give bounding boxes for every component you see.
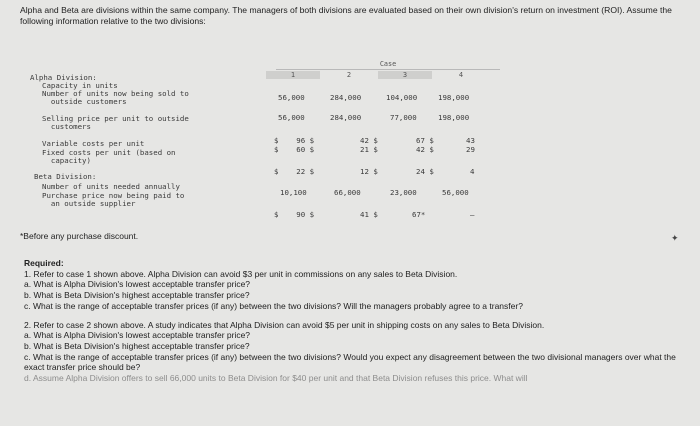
- cell-capacity-case-2: 284,000: [330, 93, 362, 102]
- cell-fixed-costs-case-4: 4: [470, 167, 475, 176]
- q2-part-c: c. What is the range of acceptable transfer prices (if any) between the two divisions? Would you expect any disagreement between the two divisional managers over what the exact transfer price should be?: [24, 351, 676, 373]
- star-icon: ✦: [671, 233, 679, 243]
- q1-part-c: c. What is the range of acceptable transfer prices (if any) between the two divisions? Will the managers probably agree to a transfer?: [24, 300, 523, 311]
- cell-selling-price-case-3: 67 $: [416, 136, 434, 145]
- cell-variable-costs-case-4: 29: [466, 145, 475, 154]
- q1-prompt: 1. Refer to case 1 shown above. Alpha Division can avoid $3 per unit in commissions on any sales to Beta Division.: [24, 268, 458, 279]
- divisions-data-table: [30, 58, 490, 218]
- label-units-sold-outside: Number of units now being sold to outside customers: [42, 89, 189, 106]
- q2-prompt: 2. Refer to case 2 shown above. A study indicates that Alpha Division can avoid $5 per unit in shipping costs on any sales to Beta Division.: [24, 319, 545, 330]
- cell-units-sold-case-3: 77,000: [390, 113, 417, 122]
- cell-units-sold-case-2: 284,000: [330, 113, 362, 122]
- label-variable-costs: Variable costs per unit: [42, 139, 145, 148]
- cell-purchase-price-case-3: 67*: [412, 210, 426, 219]
- label-capacity: Capacity in units: [42, 81, 118, 90]
- column-header-case-1: 1: [266, 71, 320, 79]
- required-heading: Required:: [24, 258, 64, 268]
- required-section: [24, 258, 690, 384]
- label-fixed-costs: Fixed costs per unit (based on capacity): [42, 148, 176, 165]
- case-header: Case: [276, 60, 500, 70]
- q2-part-a: a. What is Alpha Division's lowest acceptable transfer price?: [24, 330, 251, 341]
- column-header-case-3: 3: [378, 71, 432, 79]
- cell-fixed-costs-case-1: $ 22 $: [274, 167, 315, 176]
- cell-units-needed-case-3: 23,000: [390, 188, 417, 197]
- q1-part-a: a. What is Alpha Division's lowest acceptable transfer price?: [24, 279, 251, 290]
- q2-part-d: d. Assume Alpha Division offers to sell 66,000 units to Beta Division for $40 per unit and that Beta Division refuses this price. What will: [24, 373, 528, 384]
- cell-units-needed-case-1: 10,100: [280, 188, 307, 197]
- cell-variable-costs-case-1: $ 60 $: [274, 145, 315, 154]
- cell-capacity-case-3: 104,000: [386, 93, 418, 102]
- label-beta-division: Beta Division:: [34, 172, 97, 181]
- label-selling-price: Selling price per unit to outside customers: [42, 114, 189, 131]
- footnote: *Before any purchase discount.: [20, 231, 139, 241]
- cell-selling-price-case-2: 42 $: [360, 136, 378, 145]
- cell-units-sold-case-4: 198,000: [438, 113, 470, 122]
- cell-fixed-costs-case-3: 24 $: [416, 167, 434, 176]
- cell-variable-costs-case-2: 21 $: [360, 145, 378, 154]
- cell-capacity-case-4: 198,000: [438, 93, 470, 102]
- cell-units-needed-case-4: 56,000: [442, 188, 469, 197]
- cell-purchase-price-case-1: $ 90 $: [274, 210, 315, 219]
- q2-part-b: b. What is Beta Division's highest acceptable transfer price?: [24, 340, 250, 351]
- column-header-case-4: 4: [458, 71, 464, 79]
- q1-part-b: b. What is Beta Division's highest acceptable transfer price?: [24, 290, 250, 301]
- label-units-needed: Number of units needed annually: [42, 182, 180, 191]
- problem-intro: Alpha and Beta are divisions within the same company. The managers of both divisions are evaluated based on their own division's return on investment (ROI). Assume the following information relative to the two divisions:: [20, 5, 672, 26]
- cell-purchase-price-case-2: 41 $: [360, 210, 378, 219]
- cell-fixed-costs-case-2: 12 $: [360, 167, 378, 176]
- cell-variable-costs-case-3: 42 $: [416, 145, 434, 154]
- cell-purchase-price-case-4: —: [470, 210, 475, 219]
- cell-units-needed-case-2: 66,000: [334, 188, 361, 197]
- cell-selling-price-case-4: 43: [466, 136, 475, 145]
- label-alpha-division: Alpha Division:: [30, 73, 97, 82]
- cell-units-sold-case-1: 56,000: [278, 113, 305, 122]
- cell-capacity-case-1: 56,000: [278, 93, 305, 102]
- cell-selling-price-case-1: $ 96 $: [274, 136, 315, 145]
- label-purchase-price: Purchase price now being paid to an outside supplier: [42, 191, 185, 208]
- column-header-case-2: 2: [346, 71, 352, 79]
